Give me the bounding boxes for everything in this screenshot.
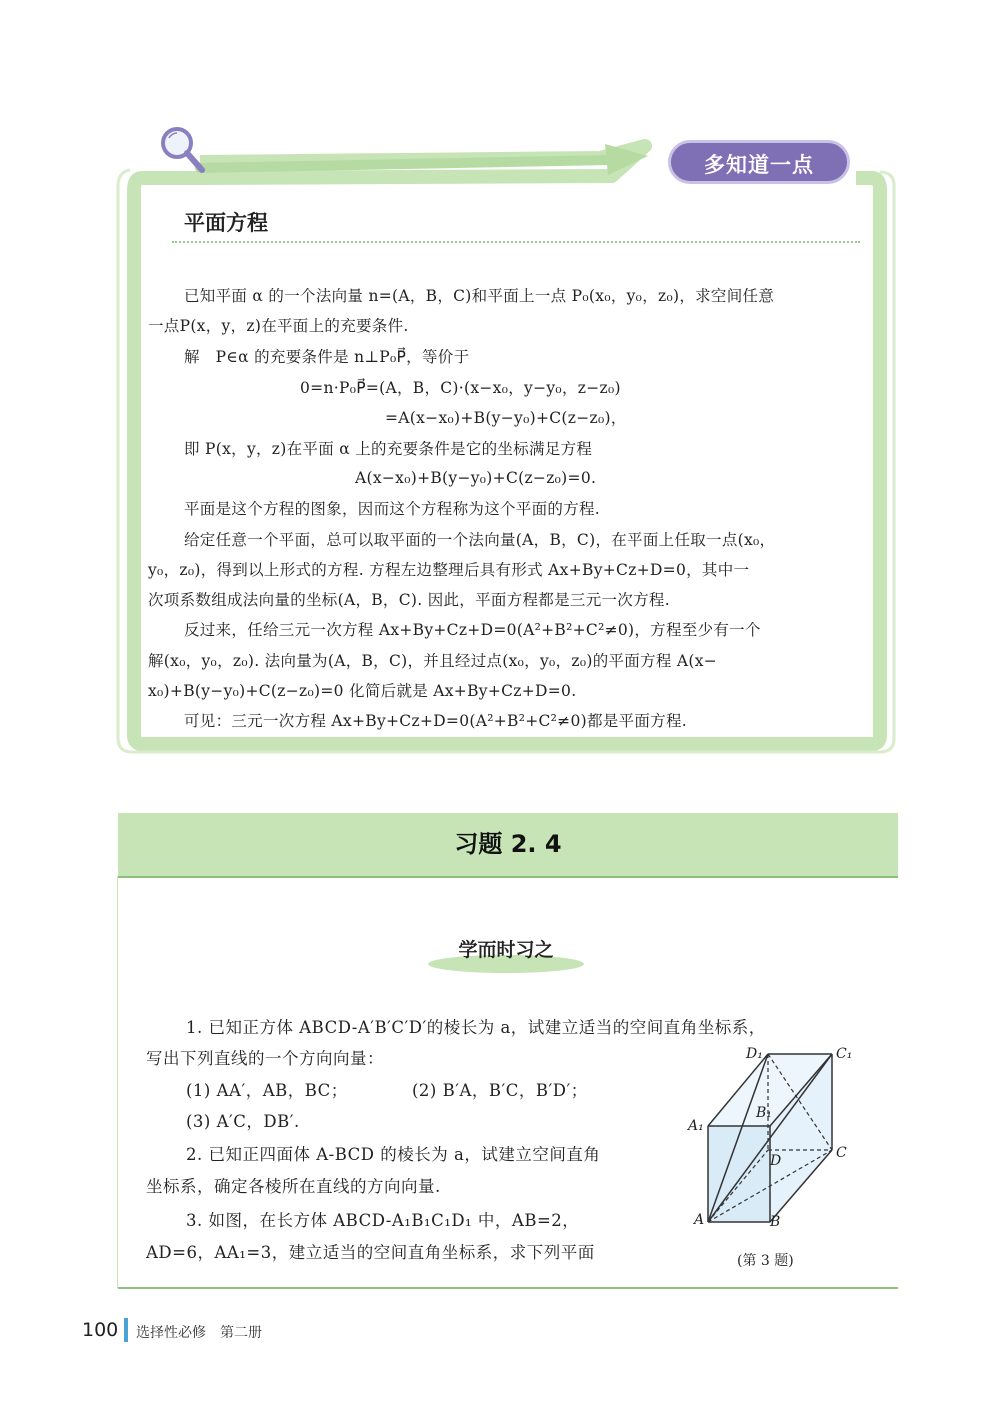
sidebar-line-8: 平面是这个方程的图象，因而这个方程称为这个平面的方程.: [184, 500, 601, 518]
exercise-left-rule: [117, 876, 118, 1288]
exercise-line-3b: (2) B′A，B′C，B′D′；: [412, 1081, 588, 1100]
exercise-line-4: (3) A′C，DB′.: [186, 1112, 300, 1131]
sidebar-line-1: 已知平面 α 的一个法向量 n=(A，B，C)和平面上一点 P₀(x₀，y₀，z₀)，求空间任意: [184, 287, 775, 305]
exercise-banner-rule: [118, 876, 898, 878]
book-title: 选择性必修 第二册: [136, 1325, 262, 1341]
sidebar-line-13: 解(x₀，y₀，z₀). 法向量为(A，B，C)，并且经过点(x₀，y₀，z₀)的平面方程 A(x−: [148, 652, 718, 670]
cuboid-figure: [680, 1040, 880, 1240]
footer-bar: [124, 1318, 128, 1342]
label-B: B: [770, 1214, 781, 1230]
label-C: C: [836, 1145, 847, 1161]
exercise-line-3a: (1) AA′，AB，BC；: [186, 1081, 348, 1100]
label-B1: B₁: [756, 1105, 772, 1121]
exercise-line-7: 3. 如图，在长方体 ABCD-A₁B₁C₁D₁ 中，AB=2，: [186, 1211, 580, 1230]
sidebar-title: 平面方程: [184, 211, 268, 235]
sidebar-line-2: 一点P(x，y，z)在平面上的充要条件.: [148, 317, 409, 335]
exercise-line-2: 写出下列直线的一个方向向量：: [146, 1049, 384, 1068]
exercise-line-1: 1. 已知正方体 ABCD-A′B′C′D′的棱长为 a，试建立适当的空间直角坐标系，: [186, 1018, 766, 1037]
label-A: A: [694, 1212, 705, 1228]
exercise-subtitle: 学而时习之: [458, 939, 554, 961]
sidebar-line-12: 反过来，任给三元一次方程 Ax+By+Cz+D=0(A²+B²+C²≠0)，方程至少有一个: [184, 621, 761, 639]
figure-caption: (第 3 题): [737, 1253, 794, 1269]
title-divider: [172, 241, 860, 243]
sidebar-line-11: 次项系数组成法向量的坐标(A，B，C). 因此，平面方程都是三元一次方程.: [148, 591, 670, 609]
sidebar-line-7: A(x−x₀)+B(y−y₀)+C(z−z₀)=0.: [355, 469, 597, 487]
page-number: 100: [82, 1319, 119, 1341]
label-D1: D₁: [746, 1046, 763, 1062]
exercise-bottom-rule: [118, 1287, 898, 1289]
sidebar-line-5: =A(x−x₀)+B(y−y₀)+C(z−z₀)，: [385, 409, 627, 427]
sidebar-line-14: x₀)+B(y−y₀)+C(z−z₀)=0 化简后就是 Ax+By+Cz+D=0.: [148, 682, 577, 700]
sidebar-line-10: y₀，z₀)，得到以上形式的方程. 方程左边整理后具有形式 Ax+By+Cz+D=0，其中一: [148, 561, 750, 579]
sidebar-line-6: 即 P(x，y，z)在平面 α 上的充要条件是它的坐标满足方程: [184, 440, 593, 458]
exercise-line-8: AD=6，AA₁=3，建立适当的空间直角坐标系，求下列平面: [146, 1243, 595, 1262]
exercise-line-5: 2. 已知正四面体 A-BCD 的棱长为 a，试建立空间直角: [186, 1145, 601, 1164]
sidebar-line-3: 解 P∈α 的充要条件是 n⊥P₀P⃗，等价于: [184, 348, 470, 366]
exercise-title: 习题 2. 4: [454, 830, 562, 858]
magnifier-icon: [158, 124, 208, 176]
sidebar-line-4: 0=n·P₀P⃗=(A，B，C)·(x−x₀，y−y₀，z−z₀): [300, 379, 621, 397]
exercise-line-6: 坐标系，确定各棱所在直线的方向向量.: [146, 1177, 441, 1196]
label-A1: A₁: [688, 1118, 704, 1134]
know-more-badge: 多知道一点: [668, 140, 850, 184]
sidebar-line-15: 可见：三元一次方程 Ax+By+Cz+D=0(A²+B²+C²≠0)都是平面方程.: [184, 712, 688, 730]
label-D: D: [770, 1153, 782, 1169]
label-C1: C₁: [836, 1046, 853, 1062]
sidebar-line-9: 给定任意一个平面，总可以取平面的一个法向量(A，B，C)，在平面上任取一点(x₀，: [184, 531, 776, 549]
